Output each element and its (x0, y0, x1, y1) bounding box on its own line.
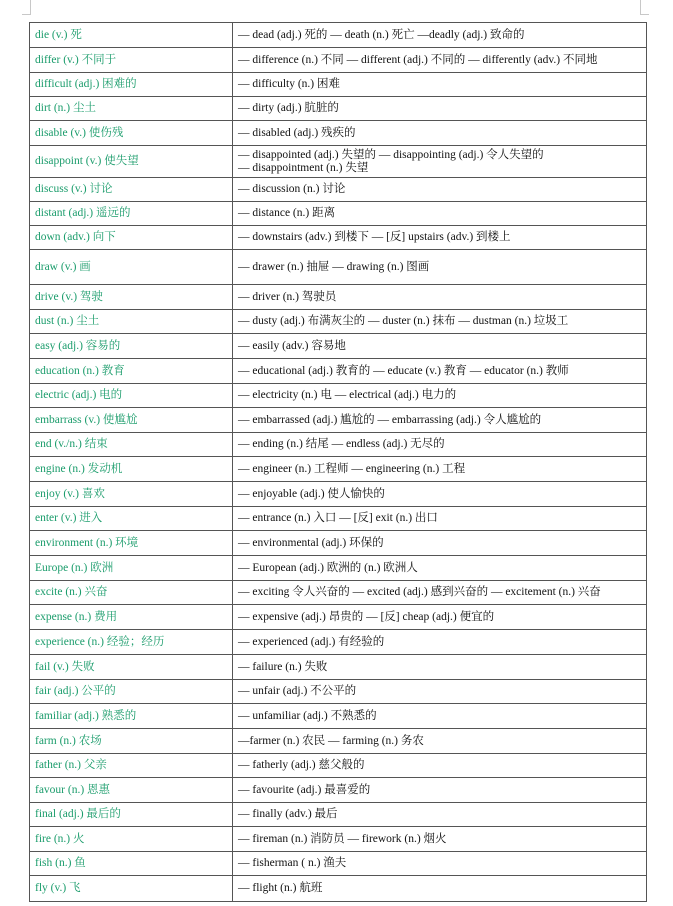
headword-cell: fish (n.) 鱼 (30, 852, 233, 876)
derivative-line: — fireman (n.) 消防员 — firework (n.) 烟火 (238, 832, 447, 845)
headword-cell: familiar (adj.) 熟悉的 (30, 704, 233, 729)
table-row (30, 556, 647, 581)
headword-cell: electric (adj.) 电的 (30, 384, 233, 408)
derivatives-cell (233, 876, 647, 902)
derivative-line: — difference (n.) 不同 — different (adj.) 不同的 — differently (adv.) 不同地 (238, 53, 598, 66)
table-row (30, 876, 647, 902)
table-row (30, 285, 647, 310)
derivatives-cell (233, 334, 647, 359)
derivatives-cell (233, 531, 647, 556)
table-row (30, 803, 647, 827)
derivatives-cell (233, 704, 647, 729)
headword-cell: enter (v.) 进入 (30, 507, 233, 531)
derivative-line: — embarrassed (adj.) 尴尬的 — embarrassing (adj.) 令人尴尬的 (238, 413, 542, 426)
derivatives-cell (233, 48, 647, 73)
derivative-line: — unfamiliar (adj.) 不熟悉的 (238, 709, 377, 722)
table-row (30, 48, 647, 73)
headword-cell: drive (v.) 驾驶 (30, 285, 233, 310)
derivative-line: — dirty (adj.) 肮脏的 (238, 102, 339, 114)
derivatives-cell (233, 729, 647, 754)
derivatives-cell (233, 178, 647, 202)
table-row (30, 310, 647, 334)
table-row (30, 704, 647, 729)
derivatives-cell (233, 285, 647, 310)
derivative-line: — disappointment (n.) 失望 (238, 161, 369, 174)
table-row (30, 754, 647, 778)
table-row (30, 507, 647, 531)
table-row (30, 334, 647, 359)
derivatives-cell (233, 457, 647, 482)
table-row (30, 655, 647, 680)
table-row (30, 146, 647, 178)
headword-cell: education (n.) 教育 (30, 359, 233, 384)
derivative-line: — difficulty (n.) 困难 (238, 78, 340, 90)
derivatives-cell (233, 310, 647, 334)
derivative-line: — engineer (n.) 工程师 — engineering (n.) 工程 (238, 462, 466, 475)
headword-cell: fair (adj.) 公平的 (30, 680, 233, 704)
headword-cell: differ (v.) 不同于 (30, 48, 233, 73)
derivatives-cell (233, 680, 647, 704)
derivatives-cell (233, 73, 647, 97)
headword-cell: engine (n.) 发动机 (30, 457, 233, 482)
derivatives-cell (233, 146, 647, 178)
headword-cell: difficult (adj.) 困难的 (30, 73, 233, 97)
derivatives-cell (233, 359, 647, 384)
headword-cell: embarrass (v.) 使尴尬 (30, 408, 233, 433)
table-row (30, 778, 647, 803)
derivative-line: — failure (n.) 失败 (238, 660, 328, 673)
table-row (30, 384, 647, 408)
table-row (30, 250, 647, 285)
table-row (30, 226, 647, 250)
derivative-line: — dead (adj.) 死的 — death (n.) 死亡 —deadly (adj.) 致命的 (238, 28, 525, 41)
page-corner-mark-left (22, 0, 31, 15)
headword-cell: fly (v.) 飞 (30, 876, 233, 902)
headword-cell: disappoint (v.) 使失望 (30, 146, 233, 178)
table-row (30, 178, 647, 202)
page-corner-mark-right (640, 0, 649, 15)
derivatives-cell (233, 581, 647, 605)
derivative-line: — experienced (adj.) 有经验的 (238, 635, 385, 648)
table-row (30, 581, 647, 605)
derivatives-cell (233, 852, 647, 876)
headword-cell: disable (v.) 使伤残 (30, 121, 233, 146)
headword-cell: end (v./n.) 结束 (30, 433, 233, 457)
derivative-line: — educational (adj.) 教育的 — educate (v.) 教育 — educator (n.) 教师 (238, 364, 569, 377)
derivative-line: — fisherman ( n.) 渔夫 (238, 857, 347, 869)
derivative-line: — fatherly (adj.) 慈父般的 (238, 759, 365, 771)
derivatives-cell (233, 803, 647, 827)
derivative-line: — enjoyable (adj.) 使人愉快的 (238, 487, 385, 500)
derivative-line: — flight (n.) 航班 (238, 882, 323, 894)
table-row (30, 97, 647, 121)
derivative-line: —farmer (n.) 农民 — farming (n.) 务农 (238, 734, 424, 747)
table-row (30, 605, 647, 630)
table-row (30, 23, 647, 48)
table-row (30, 359, 647, 384)
headword-cell: enjoy (v.) 喜欢 (30, 482, 233, 507)
derivative-line: — European (adj.) 欧洲的 (n.) 欧洲人 (238, 561, 418, 574)
headword-cell: easy (adj.) 容易的 (30, 334, 233, 359)
derivative-line: — exciting 令人兴奋的 — excited (adj.) 感到兴奋的 — excitement (n.) 兴奋 (238, 586, 601, 598)
table-row (30, 531, 647, 556)
headword-cell: dirt (n.) 尘土 (30, 97, 233, 121)
headword-cell: excite (n.) 兴奋 (30, 581, 233, 605)
table-row (30, 827, 647, 852)
headword-cell: discuss (v.) 讨论 (30, 178, 233, 202)
derivatives-cell (233, 605, 647, 630)
derivatives-cell (233, 250, 647, 285)
derivative-line: — expensive (adj.) 昂贵的 — [反] cheap (adj.) 便宜的 (238, 610, 495, 623)
derivative-line: — drawer (n.) 抽屉 — drawing (n.) 图画 (238, 260, 430, 273)
headword-cell: die (v.) 死 (30, 23, 233, 48)
headword-cell: final (adj.) 最后的 (30, 803, 233, 827)
derivatives-cell (233, 507, 647, 531)
headword-cell: experience (n.) 经验；经历 (30, 630, 233, 655)
derivative-line: — favourite (adj.) 最喜爱的 (238, 783, 371, 796)
derivatives-cell (233, 482, 647, 507)
derivative-line: — environmental (adj.) 环保的 (238, 536, 384, 549)
derivatives-cell (233, 778, 647, 803)
derivatives-cell (233, 408, 647, 433)
headword-cell: Europe (n.) 欧洲 (30, 556, 233, 581)
derivative-line: — electricity (n.) 电 — electrical (adj.) 电力的 (238, 389, 457, 401)
derivative-line: — distance (n.) 距离 (238, 207, 336, 219)
headword-cell: distant (adj.) 遥远的 (30, 202, 233, 226)
headword-cell: draw (v.) 画 (30, 250, 233, 285)
derivative-line: — downstairs (adv.) 到楼下 — [反] upstairs (adv.) 到楼上 (238, 231, 511, 243)
vocabulary-table (29, 22, 647, 902)
headword-cell: fire (n.) 火 (30, 827, 233, 852)
headword-cell: down (adv.) 向下 (30, 226, 233, 250)
derivative-line: — discussion (n.) 讨论 (238, 183, 346, 195)
headword-cell: fail (v.) 失败 (30, 655, 233, 680)
derivatives-cell (233, 433, 647, 457)
derivatives-cell (233, 23, 647, 48)
headword-cell: favour (n.) 恩惠 (30, 778, 233, 803)
headword-cell: father (n.) 父亲 (30, 754, 233, 778)
table-row (30, 433, 647, 457)
table-row (30, 482, 647, 507)
table-row (30, 408, 647, 433)
derivative-line: — ending (n.) 结尾 — endless (adj.) 无尽的 (238, 438, 445, 450)
table-row (30, 73, 647, 97)
derivative-line: — entrance (n.) 入口 — [反] exit (n.) 出口 (238, 512, 438, 524)
derivative-line: — easily (adv.) 容易地 (238, 339, 346, 352)
derivative-line: — disappointed (adj.) 失望的 — disappointing (adj.) 令人失望的 (238, 148, 544, 161)
derivative-line: — disabled (adj.) 残疾的 (238, 126, 356, 139)
headword-cell: dust (n.) 尘土 (30, 310, 233, 334)
table-row (30, 630, 647, 655)
derivatives-cell (233, 226, 647, 250)
derivative-line: — unfair (adj.) 不公平的 (238, 685, 357, 697)
derivatives-cell (233, 630, 647, 655)
derivatives-cell (233, 655, 647, 680)
table-row (30, 121, 647, 146)
derivatives-cell (233, 827, 647, 852)
derivative-line: — finally (adv.) 最后 (238, 808, 338, 820)
derivative-line: — driver (n.) 驾驶员 (238, 290, 337, 303)
headword-cell: environment (n.) 环境 (30, 531, 233, 556)
derivatives-cell (233, 754, 647, 778)
table-row (30, 680, 647, 704)
headword-cell: expense (n.) 费用 (30, 605, 233, 630)
headword-cell: farm (n.) 农场 (30, 729, 233, 754)
derivative-line: — dusty (adj.) 布满灰尘的 — duster (n.) 抹布 — dustman (n.) 垃圾工 (238, 315, 569, 327)
table-row (30, 729, 647, 754)
table-row (30, 202, 647, 226)
derivatives-cell (233, 556, 647, 581)
derivatives-cell (233, 202, 647, 226)
derivatives-cell (233, 384, 647, 408)
vocabulary-table-body (30, 23, 647, 902)
table-row (30, 852, 647, 876)
derivatives-cell (233, 121, 647, 146)
table-row (30, 457, 647, 482)
derivatives-cell (233, 97, 647, 121)
